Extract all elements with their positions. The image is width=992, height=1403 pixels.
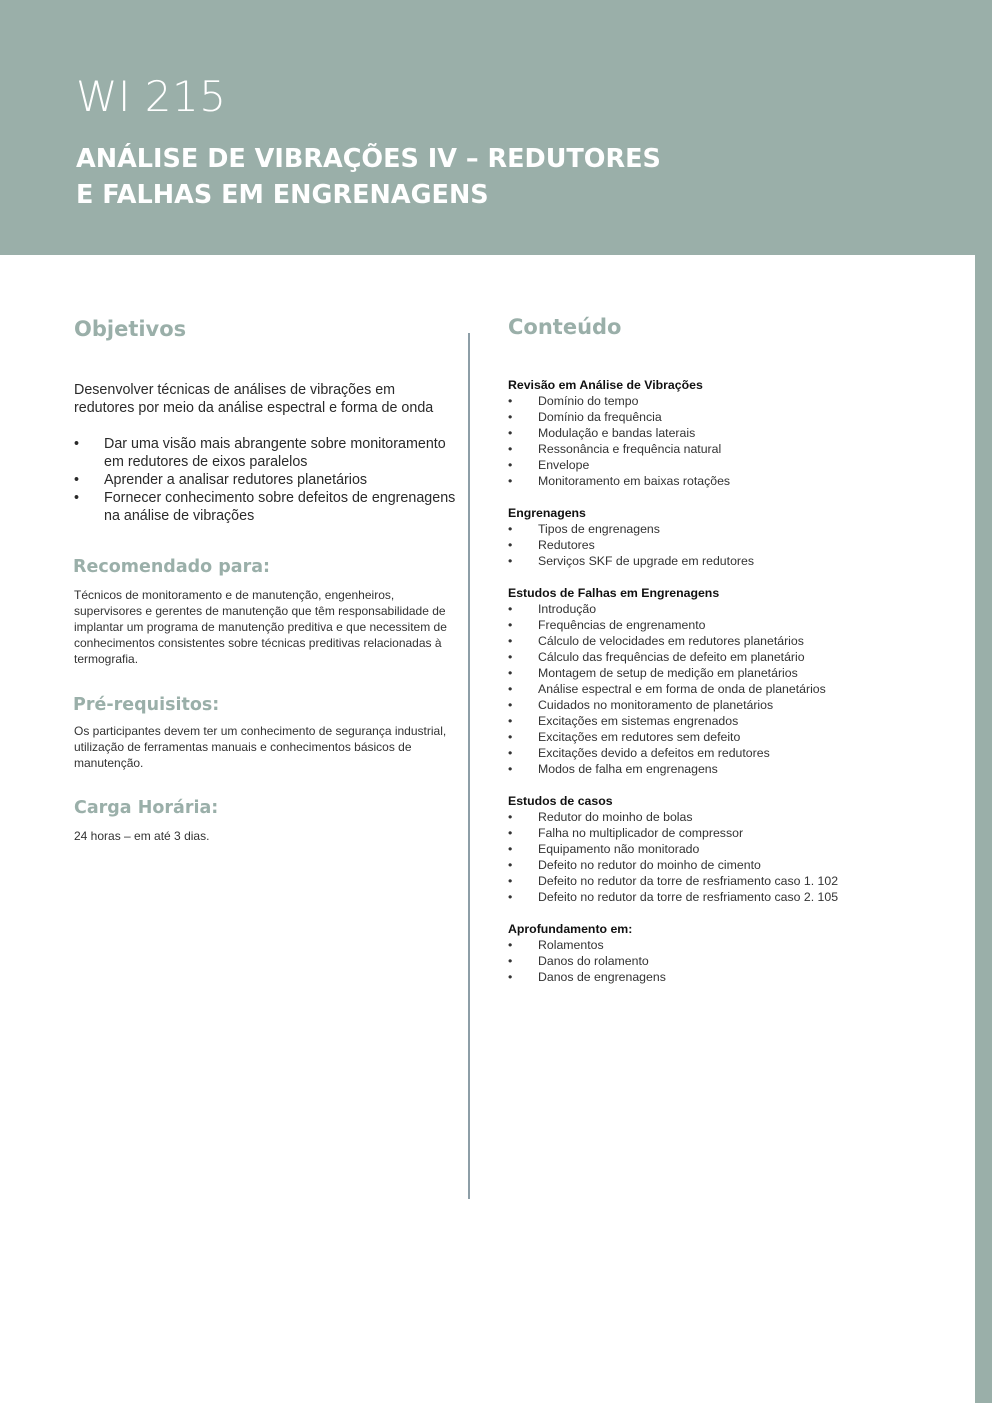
content-group — [508, 793, 968, 905]
right-column — [508, 313, 968, 1001]
left-column — [74, 315, 459, 844]
content-group-list — [508, 937, 968, 985]
course-code: WI 215 — [76, 72, 227, 121]
carga-horaria-heading: Carga Horária: — [74, 798, 219, 818]
list-item: • Defeito no redutor do moinho de cimento — [508, 857, 968, 873]
list-item: • Excitações em sistemas engrenados — [508, 713, 968, 729]
list-item: • Defeito no redutor da torre de resfriamento caso 1. 102 — [508, 873, 968, 889]
carga-horaria-text: 24 horas – em até 3 dias. — [74, 829, 210, 843]
content-group-list — [508, 521, 968, 569]
content-group-title: Revisão em Análise de Vibrações — [508, 378, 703, 392]
list-item: • Introdução — [508, 601, 968, 617]
list-item: • Monitoramento em baixas rotações — [508, 473, 968, 489]
content-group-list — [508, 393, 968, 489]
list-item: • Tipos de engrenagens — [508, 521, 968, 537]
objetivos-intro: Desenvolver técnicas de análises de vibrações em redutores por meio da análise espectral e forma de onda — [74, 382, 434, 416]
list-item: • Redutor do moinho de bolas — [508, 809, 968, 825]
list-item: • Modos de falha em engrenagens — [508, 761, 968, 777]
course-title-line-1: ANÁLISE DE VIBRAÇÕES IV – REDUTORES — [76, 144, 661, 174]
content-group — [508, 505, 968, 569]
list-item: • Domínio da frequência — [508, 409, 968, 425]
content-group-title: Estudos de casos — [508, 794, 613, 808]
objetivos-list — [74, 435, 459, 525]
list-item: • Montagem de setup de medição em planetários — [508, 665, 968, 681]
header-band — [0, 0, 992, 255]
list-item: • Cuidados no monitoramento de planetários — [508, 697, 968, 713]
content-group — [508, 377, 968, 489]
list-item: • Cálculo de velocidades em redutores planetários — [508, 633, 968, 649]
conteudo-heading: Conteúdo — [508, 315, 622, 339]
list-item: • Análise espectral e em forma de onda de planetários — [508, 681, 968, 697]
recomendado-text: Técnicos de monitoramento e de manutenção, engenheiros, supervisores e gerentes de manutenção que têm responsabilidade de implantar um programa de manutenção preditiva e que necessitem de conhecimentos consistentes sobre técnicas preditivas relacionadas à termografia. — [74, 588, 447, 666]
list-item: • Falha no multiplicador de compressor — [508, 825, 968, 841]
content-group-list — [508, 809, 968, 905]
list-item: • Domínio do tempo — [508, 393, 968, 409]
content-group-title: Aprofundamento em: — [508, 922, 633, 936]
content-group-list — [508, 601, 968, 777]
content-group — [508, 921, 968, 985]
list-item: • Dar uma visão mais abrangente sobre monitoramento em redutores de eixos paralelos — [74, 435, 459, 471]
course-title — [76, 141, 776, 213]
list-item: • Frequências de engrenamento — [508, 617, 968, 633]
right-accent-strip — [975, 255, 992, 1403]
objetivos-heading: Objetivos — [74, 317, 187, 341]
list-item: • Modulação e bandas laterais — [508, 425, 968, 441]
list-item: • Rolamentos — [508, 937, 968, 953]
content-group-title: Estudos de Falhas em Engrenagens — [508, 586, 720, 600]
content-group — [508, 585, 968, 777]
conteudo-groups — [508, 377, 968, 985]
list-item: • Danos de engrenagens — [508, 969, 968, 985]
prerequisitos-text: Os participantes devem ter um conhecimento de segurança industrial, utilização de ferramentas manuais e conhecimentos básicos de manutenção. — [74, 724, 447, 770]
list-item: • Defeito no redutor da torre de resfriamento caso 2. 105 — [508, 889, 968, 905]
list-item: • Excitações em redutores sem defeito — [508, 729, 968, 745]
recomendado-heading: Recomendado para: — [73, 557, 271, 577]
list-item: • Redutores — [508, 537, 968, 553]
list-item: • Danos do rolamento — [508, 953, 968, 969]
prerequisitos-heading: Pré-requisitos: — [73, 695, 220, 715]
content-group-title: Engrenagens — [508, 506, 586, 520]
list-item: • Cálculo das frequências de defeito em planetário — [508, 649, 968, 665]
list-item: • Fornecer conhecimento sobre defeitos de engrenagens na análise de vibrações — [74, 489, 459, 525]
list-item: • Envelope — [508, 457, 968, 473]
column-divider — [468, 333, 470, 1199]
course-title-line-2: E FALHAS EM ENGRENAGENS — [76, 180, 489, 210]
list-item: • Serviços SKF de upgrade em redutores — [508, 553, 968, 569]
list-item: • Equipamento não monitorado — [508, 841, 968, 857]
list-item: • Excitações devido a defeitos em redutores — [508, 745, 968, 761]
list-item: • Ressonância e frequência natural — [508, 441, 968, 457]
list-item: • Aprender a analisar redutores planetários — [74, 471, 459, 489]
